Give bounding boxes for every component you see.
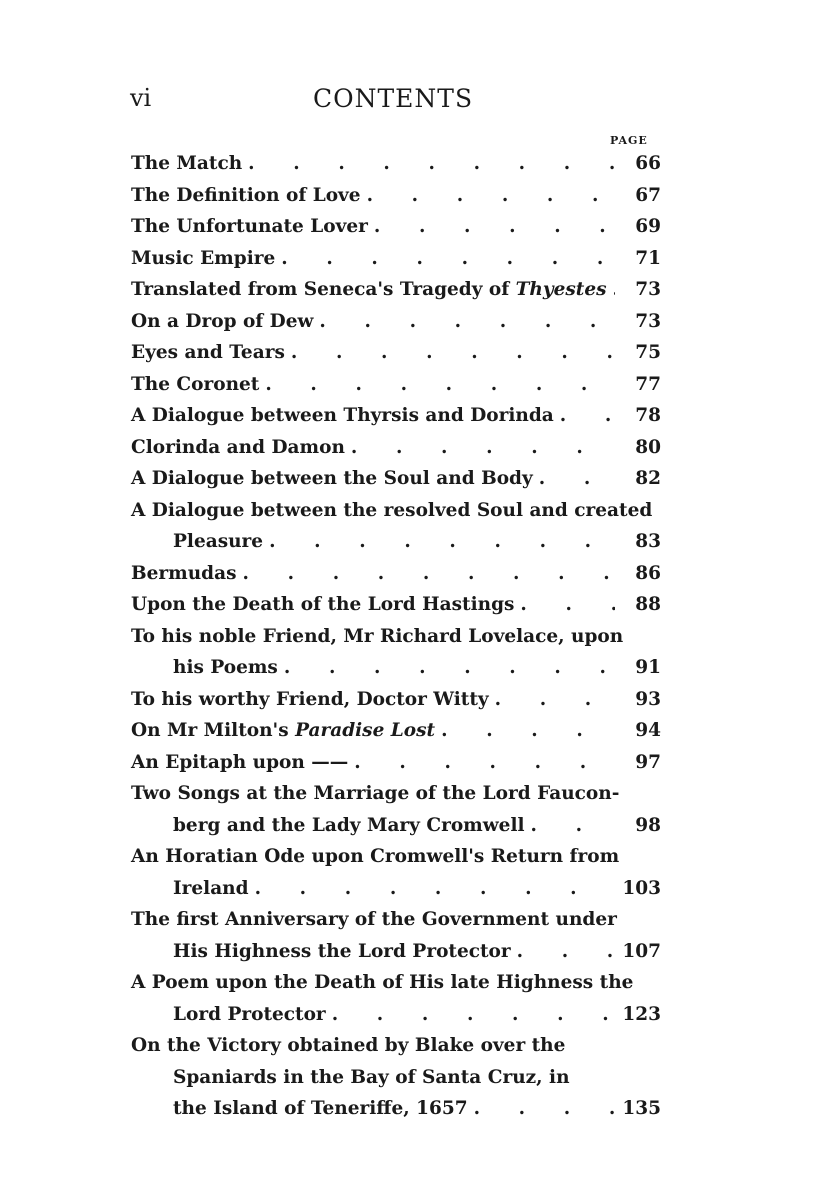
toc-entry xyxy=(131,274,661,306)
dot-leader xyxy=(361,180,615,212)
toc-entry-title: Lord Protector xyxy=(173,1003,326,1025)
dot-leader xyxy=(278,652,615,684)
page-folio: vi xyxy=(130,84,152,112)
dot-leader xyxy=(511,936,615,968)
dot-leader xyxy=(275,243,615,275)
toc-entry-line xyxy=(131,778,661,810)
dot-leader xyxy=(368,211,615,243)
toc-entry xyxy=(131,621,661,684)
toc-entry xyxy=(131,747,661,779)
toc-entry-line xyxy=(131,243,661,275)
dot-leader xyxy=(533,463,615,495)
toc-entry-title: Two Songs at the Marriage of the Lord Faucon- xyxy=(131,783,620,804)
toc-page-number: 69 xyxy=(635,216,661,237)
toc-entry-title: On the Victory obtained by Blake over the xyxy=(131,1035,566,1056)
toc-page-number: 78 xyxy=(635,405,661,426)
toc-entry-line xyxy=(131,589,661,621)
toc-entry-line xyxy=(131,306,661,338)
toc-entry xyxy=(131,369,661,401)
toc-entry xyxy=(131,306,661,338)
toc-entry-line xyxy=(131,621,661,653)
toc-entry-line xyxy=(131,1030,661,1062)
toc-entry-line xyxy=(131,715,661,747)
toc-entry-title: The Coronet xyxy=(131,373,260,395)
toc-entry-line xyxy=(131,747,661,779)
toc-entry xyxy=(131,778,661,841)
toc-page-number: 94 xyxy=(635,720,661,741)
toc-entry xyxy=(131,967,661,1030)
toc-page-number: 82 xyxy=(635,468,661,489)
toc-entry-continuation xyxy=(131,652,661,684)
toc-entry-line xyxy=(131,369,661,401)
toc-entry-title: His Highness the Lord Protector xyxy=(173,940,511,962)
toc-entry xyxy=(131,243,661,275)
toc-entry-continuation xyxy=(131,1093,661,1125)
toc-entry-title: An Horatian Ode upon Cromwell's Return from xyxy=(131,846,620,867)
toc-entry xyxy=(131,432,661,464)
dot-leader xyxy=(348,747,615,779)
toc-entry-line xyxy=(131,558,661,590)
page-title: CONTENTS xyxy=(313,84,474,113)
toc-page-number: 71 xyxy=(635,247,661,269)
toc-entry xyxy=(131,1030,661,1125)
toc-entry-line xyxy=(131,904,661,936)
toc-entry-italic-title: Paradise Lost xyxy=(295,720,436,741)
toc-page-number: 80 xyxy=(635,436,661,458)
toc-page-number: 67 xyxy=(635,184,661,206)
dot-leader xyxy=(435,715,615,747)
toc-entry-line xyxy=(131,684,661,716)
toc-entry-title: On Mr Milton's Paradise Lost xyxy=(131,720,436,741)
dot-leader xyxy=(237,558,615,590)
toc-entry-line xyxy=(131,337,661,369)
toc-page-number: 77 xyxy=(635,373,661,395)
toc-page-number: 88 xyxy=(635,594,661,615)
toc-entry xyxy=(131,211,661,243)
toc-page-number: 83 xyxy=(635,531,661,552)
toc-entry-title: Translated from Seneca's Tragedy of Thyestes xyxy=(131,279,607,300)
toc-entry xyxy=(131,589,661,621)
page-column-label: PAGE xyxy=(610,134,648,147)
toc-entry-title: To his noble Friend, Mr Richard Lovelace, upon xyxy=(131,625,624,647)
toc-entry xyxy=(131,904,661,967)
toc-entry-title: Upon the Death of the Lord Hastings xyxy=(131,594,515,615)
toc-page-number: 93 xyxy=(635,688,661,710)
toc-entry xyxy=(131,148,661,180)
table-of-contents xyxy=(131,148,661,1125)
toc-page-number: 97 xyxy=(635,751,661,773)
dot-leader xyxy=(607,274,615,306)
toc-entry-title: Bermudas xyxy=(131,562,237,584)
dot-leader xyxy=(263,526,615,558)
dot-leader xyxy=(326,999,615,1031)
toc-entry xyxy=(131,400,661,432)
toc-entry-line xyxy=(131,148,661,180)
toc-entry-line xyxy=(131,400,661,432)
toc-entry xyxy=(131,684,661,716)
toc-entry-title: berg and the Lady Mary Cromwell xyxy=(173,814,525,836)
toc-entry xyxy=(131,463,661,495)
toc-page-number: 98 xyxy=(635,814,661,836)
toc-entry-continuation xyxy=(131,810,661,842)
toc-entry-line xyxy=(131,432,661,464)
toc-entry-title: Eyes and Tears xyxy=(131,342,285,363)
toc-entry xyxy=(131,180,661,212)
toc-entry-title: To his worthy Friend, Doctor Witty xyxy=(131,688,489,710)
toc-entry-title: Music Empire xyxy=(131,247,276,269)
toc-entry-line xyxy=(131,967,661,999)
toc-entry-line xyxy=(131,180,661,212)
dot-leader xyxy=(554,400,615,432)
toc-entry-title: The Definition of Love xyxy=(131,184,361,206)
toc-entry-continuation xyxy=(131,936,661,968)
dot-leader xyxy=(242,148,615,180)
toc-entry xyxy=(131,841,661,904)
toc-entry-continuation xyxy=(131,873,661,905)
toc-entry-title: Spaniards in the Bay of Santa Cruz, in xyxy=(173,1066,570,1088)
toc-entry-title: his Poems xyxy=(173,657,278,678)
toc-entry-title: the Island of Teneriffe, 1657 xyxy=(173,1098,468,1119)
toc-page-number: 73 xyxy=(635,279,661,300)
dot-leader xyxy=(489,684,615,716)
dot-leader xyxy=(259,369,615,401)
toc-page-number: 73 xyxy=(635,310,661,332)
toc-entry-title: The first Anniversary of the Government under xyxy=(131,909,617,930)
dot-leader xyxy=(285,337,615,369)
toc-entry-title: On a Drop of Dew xyxy=(131,310,314,332)
toc-entry-line xyxy=(131,495,661,527)
toc-entry-title: An Epitaph upon —— xyxy=(131,751,349,773)
toc-entry xyxy=(131,558,661,590)
toc-entry-title: The Match xyxy=(131,153,243,174)
dot-leader xyxy=(525,810,615,842)
dot-leader xyxy=(514,589,615,621)
toc-page-number: 135 xyxy=(622,1098,661,1119)
toc-entry xyxy=(131,495,661,558)
toc-entry xyxy=(131,337,661,369)
dot-leader xyxy=(345,432,615,464)
toc-entry-line xyxy=(131,211,661,243)
toc-entry xyxy=(131,715,661,747)
toc-page-number: 107 xyxy=(622,940,661,962)
dot-leader xyxy=(468,1093,615,1125)
toc-entry-line xyxy=(131,274,661,306)
toc-page-number: 75 xyxy=(635,342,661,363)
toc-entry-title: Pleasure xyxy=(173,531,264,552)
toc-entry-title: Clorinda and Damon xyxy=(131,436,345,458)
toc-page-number: 91 xyxy=(635,657,661,678)
toc-page-number: 86 xyxy=(635,562,661,584)
dot-leader xyxy=(313,306,615,338)
toc-entry-continuation xyxy=(131,999,661,1031)
toc-page-number: 66 xyxy=(635,153,661,174)
toc-page-number: 103 xyxy=(622,877,661,899)
toc-entry-title: Ireland xyxy=(173,877,249,899)
toc-entry-title: A Dialogue between the Soul and Body xyxy=(131,468,533,489)
toc-entry-line xyxy=(131,463,661,495)
toc-entry-italic-title: Thyestes xyxy=(515,279,607,300)
toc-page-number: 123 xyxy=(622,1003,661,1025)
toc-entry-line xyxy=(131,841,661,873)
toc-entry-title: A Dialogue between the resolved Soul and created xyxy=(131,499,653,521)
toc-entry-continuation xyxy=(131,1062,661,1094)
dot-leader xyxy=(249,873,615,905)
toc-entry-title: A Poem upon the Death of His late Highness the xyxy=(131,972,634,993)
toc-entry-continuation xyxy=(131,526,661,558)
toc-entry-title: The Unfortunate Lover xyxy=(131,216,368,237)
toc-entry-title: A Dialogue between Thyrsis and Dorinda xyxy=(131,405,554,426)
